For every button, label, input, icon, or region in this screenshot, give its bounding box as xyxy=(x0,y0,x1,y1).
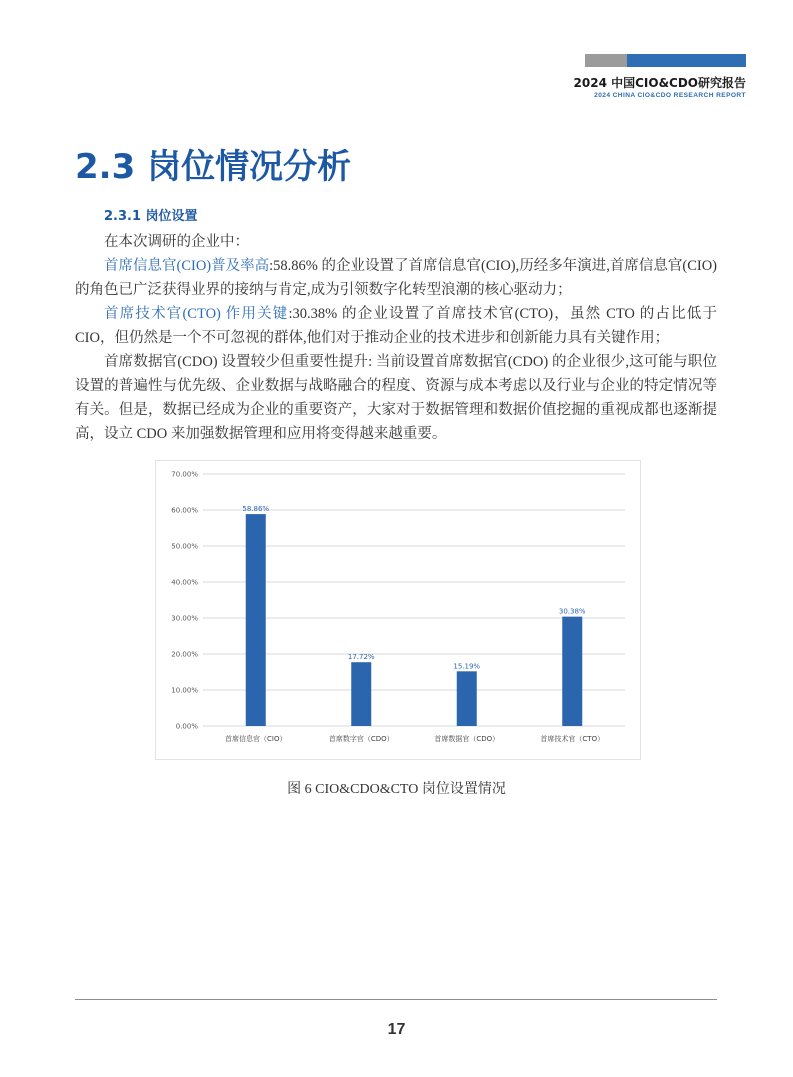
x-tick-label: 首席技术官（CTO） xyxy=(540,735,605,743)
intro-paragraph: 在本次调研的企业中： xyxy=(104,234,249,250)
data-label: 15.19% xyxy=(453,662,481,671)
cdo-lead: 首席数据官(CDO) 设置较少但重要性提升 xyxy=(104,354,369,370)
x-tick-label: 首席数据官（CDO） xyxy=(434,735,500,743)
cdo-text: : 当前设置首席数据官(CDO) 的企业很少,这可能与职位设置的普遍性与优先级、企业数据与战略融合的程度、资源与成本考虑以及行业与企业的特定情况等有关。但是，数据已经成为企业的重要资产，大家对于数据管理和数据价值挖掘的重视成都也逐渐提高，设立 CDO 来加强数据管理和应用将变得越来越重要。 xyxy=(75,354,717,442)
y-tick-label: 20.00% xyxy=(171,650,198,659)
data-label: 58.86% xyxy=(242,505,270,514)
y-tick-label: 40.00% xyxy=(171,578,198,587)
figure-caption: 图 6 CIO&CDO&CTO 岗位设置情况 xyxy=(287,782,506,797)
y-tick-label: 60.00% xyxy=(171,506,198,515)
cio-paragraph xyxy=(75,254,717,302)
x-tick-label: 首席信息官（CIO） xyxy=(225,735,287,743)
cto-text: :30.38% 的企业设置了首席技术官(CTO)，虽然 CTO 的占比低于 CIO，但仍然是一个不可忽视的群体,他们对于推动企业的技术进步和创新能力具有关键作用； xyxy=(75,306,717,346)
section-title: 2.3 岗位情况分析 xyxy=(75,147,352,187)
header-blue-bar xyxy=(627,54,746,67)
cio-text: :58.86% 的企业设置了首席信息官(CIO),历经多年演进,首席信息官(CIO)的角色已广泛获得业界的接纳与肯定,成为引领数字化转型浪潮的核心驱动力； xyxy=(75,258,718,298)
report-title-en: 2024 CHINA CIO&CDO RESEARCH REPORT xyxy=(594,92,746,99)
y-tick-label: 0.00% xyxy=(175,722,198,731)
page-number: 17 xyxy=(387,1021,406,1038)
body-text xyxy=(75,230,717,446)
cdo-paragraph xyxy=(75,350,717,446)
y-tick-label: 70.00% xyxy=(171,470,198,479)
report-title-cn: 2024 中国CIO&CDO研究报告 xyxy=(573,76,746,90)
y-tick-label: 50.00% xyxy=(171,542,198,551)
bar-chart xyxy=(155,460,641,760)
data-label: 30.38% xyxy=(558,607,586,616)
chart-svg xyxy=(155,460,641,760)
cto-lead: 首席技术官(CTO) 作用关键 xyxy=(104,306,289,322)
cto-paragraph xyxy=(75,302,717,350)
header-gray-bar xyxy=(585,54,627,67)
cio-lead: 首席信息官(CIO)普及率高 xyxy=(104,258,270,274)
bar xyxy=(562,617,582,726)
footer-divider xyxy=(75,999,717,1000)
bar xyxy=(351,662,371,726)
y-tick-label: 10.00% xyxy=(171,686,198,695)
y-tick-label: 30.00% xyxy=(171,614,198,623)
bar xyxy=(457,671,477,726)
data-label: 17.72% xyxy=(347,653,375,662)
x-tick-label: 首席数字官（CDO） xyxy=(328,735,394,743)
subsection-title: 2.3.1 岗位设置 xyxy=(104,209,198,224)
bar xyxy=(246,514,266,726)
